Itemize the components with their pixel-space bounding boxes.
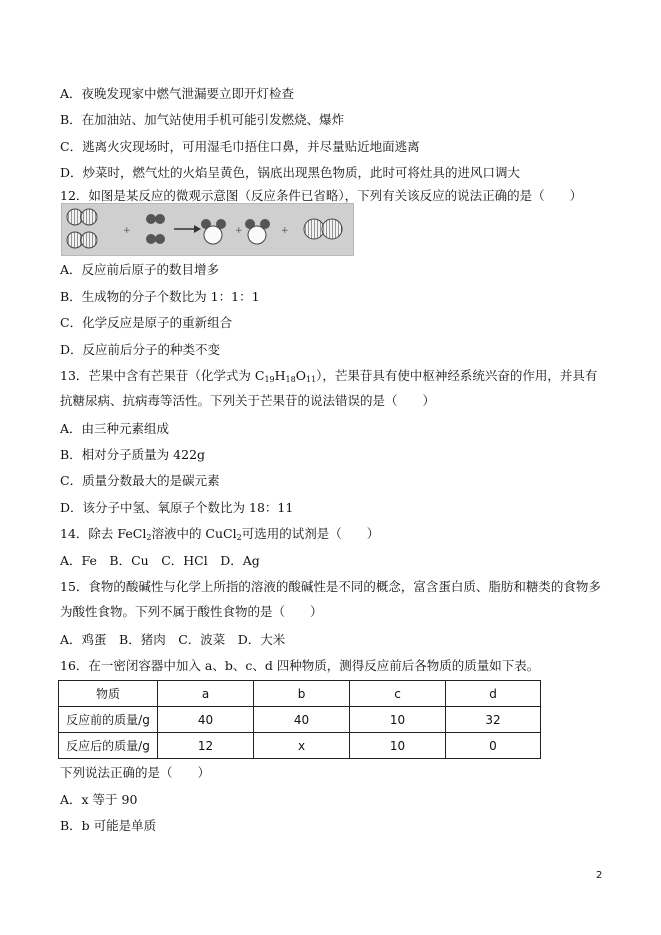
q11-option-b: B．在加油站、加气站使用手机可能引发燃烧、爆炸 <box>60 112 345 127</box>
table-cell: 反应前的质量/g <box>59 707 158 733</box>
table-cell: 10 <box>350 707 446 733</box>
reactant-striped-molecules <box>67 209 97 248</box>
q13-option-d: D．该分子中氢、氧原子个数比为 18：11 <box>60 500 294 515</box>
plus-sign: + <box>281 226 289 236</box>
product-molecule-2 <box>245 219 270 244</box>
q13-option-c: C．质量分数最大的是碳元素 <box>60 473 220 488</box>
table-cell: x <box>254 733 350 759</box>
q16-stem: 16．在一密闭容器中加入 a、b、c、d 四种物质，测得反应前后各物质的质量如下表。 <box>60 658 540 673</box>
mass-table <box>58 680 541 759</box>
table-cell: 10 <box>350 733 446 759</box>
reaction-diagram-svg <box>62 204 353 255</box>
table-row <box>59 707 541 733</box>
plus-sign: + <box>235 226 243 236</box>
q12-option-d: D．反应前后分子的种类不变 <box>60 342 221 357</box>
table-header-cell: d <box>446 681 541 707</box>
table-cell: 反应后的质量/g <box>59 733 158 759</box>
q14-stem: 14．除去 FeCl$_2$溶液中的 CuCl$_2$可选用的试剂是（ ） <box>60 526 380 542</box>
q11-option-a: A．夜晚发现家中燃气泄漏要立即开灯检查 <box>60 86 295 101</box>
table-cell: 32 <box>446 707 541 733</box>
q16-option-b: B．b 可能是单质 <box>60 818 157 833</box>
q15-stem: 15．食物的酸碱性与化学上所指的溶液的酸碱性是不同的概念，富含蛋白质、脂肪和糖类的食物多为酸性食物。下列不属于酸性食物的是（ ） <box>60 579 601 619</box>
table-cell: 0 <box>446 733 541 759</box>
q13-option-a: A．由三种元素组成 <box>60 421 170 436</box>
table-cell: 40 <box>158 707 254 733</box>
q16-option-a: A．x 等于 90 <box>60 792 138 807</box>
reaction-arrow <box>174 225 201 233</box>
q12-option-c: C．化学反应是原子的重新组合 <box>60 315 233 330</box>
q13-option-b: B．相对分子质量为 422g <box>60 447 206 462</box>
plus-sign: + <box>123 226 131 236</box>
table-header-cell: a <box>158 681 254 707</box>
q12-stem: 12．如图是某反应的微观示意图（反应条件已省略），下列有关该反应的说法正确的是（ ） <box>60 188 583 203</box>
product-molecule-1 <box>201 219 226 244</box>
q15-options: A．鸡蛋 B．猪肉 C．波菜 D．大米 <box>60 632 286 647</box>
q12-option-b: B．生成物的分子个数比为 1：1：1 <box>60 289 260 304</box>
product-striped-molecule <box>304 219 342 239</box>
q13-stem: 13．芒果中含有芒果苷（化学式为 $C_{19}H_{18}O_{11}$），芒果苷具有使中枢神经系统兴奋的作用，并具有抗糖尿病、抗病毒等活性。下列关于芒果苷的说法错误的是（ ） <box>60 368 598 408</box>
table-header-cell: 物质 <box>59 681 158 707</box>
q12-option-a: A．反应前后原子的数目增多 <box>60 262 220 277</box>
page-number: 2 <box>596 870 603 881</box>
q16-question: 下列说法正确的是（ ） <box>60 765 211 780</box>
table-header-cell: b <box>254 681 350 707</box>
table-header-row <box>59 681 541 707</box>
table-cell: 12 <box>158 733 254 759</box>
table-cell: 40 <box>254 707 350 733</box>
reactant-dark-molecules <box>146 214 165 244</box>
q11-option-c: C．逃离火灾现场时，可用湿毛巾捂住口鼻，并尽量贴近地面逃离 <box>60 139 420 154</box>
table-row <box>59 733 541 759</box>
q14-options: A．Fe B．Cu C．HCl D．Ag <box>60 553 260 568</box>
table-header-cell: c <box>350 681 446 707</box>
q11-option-d: D．炒菜时，燃气灶的火焰呈黄色，锅底出现黑色物质，此时可将灶具的进风口调大 <box>60 165 521 180</box>
reaction-micro-diagram <box>61 203 354 256</box>
